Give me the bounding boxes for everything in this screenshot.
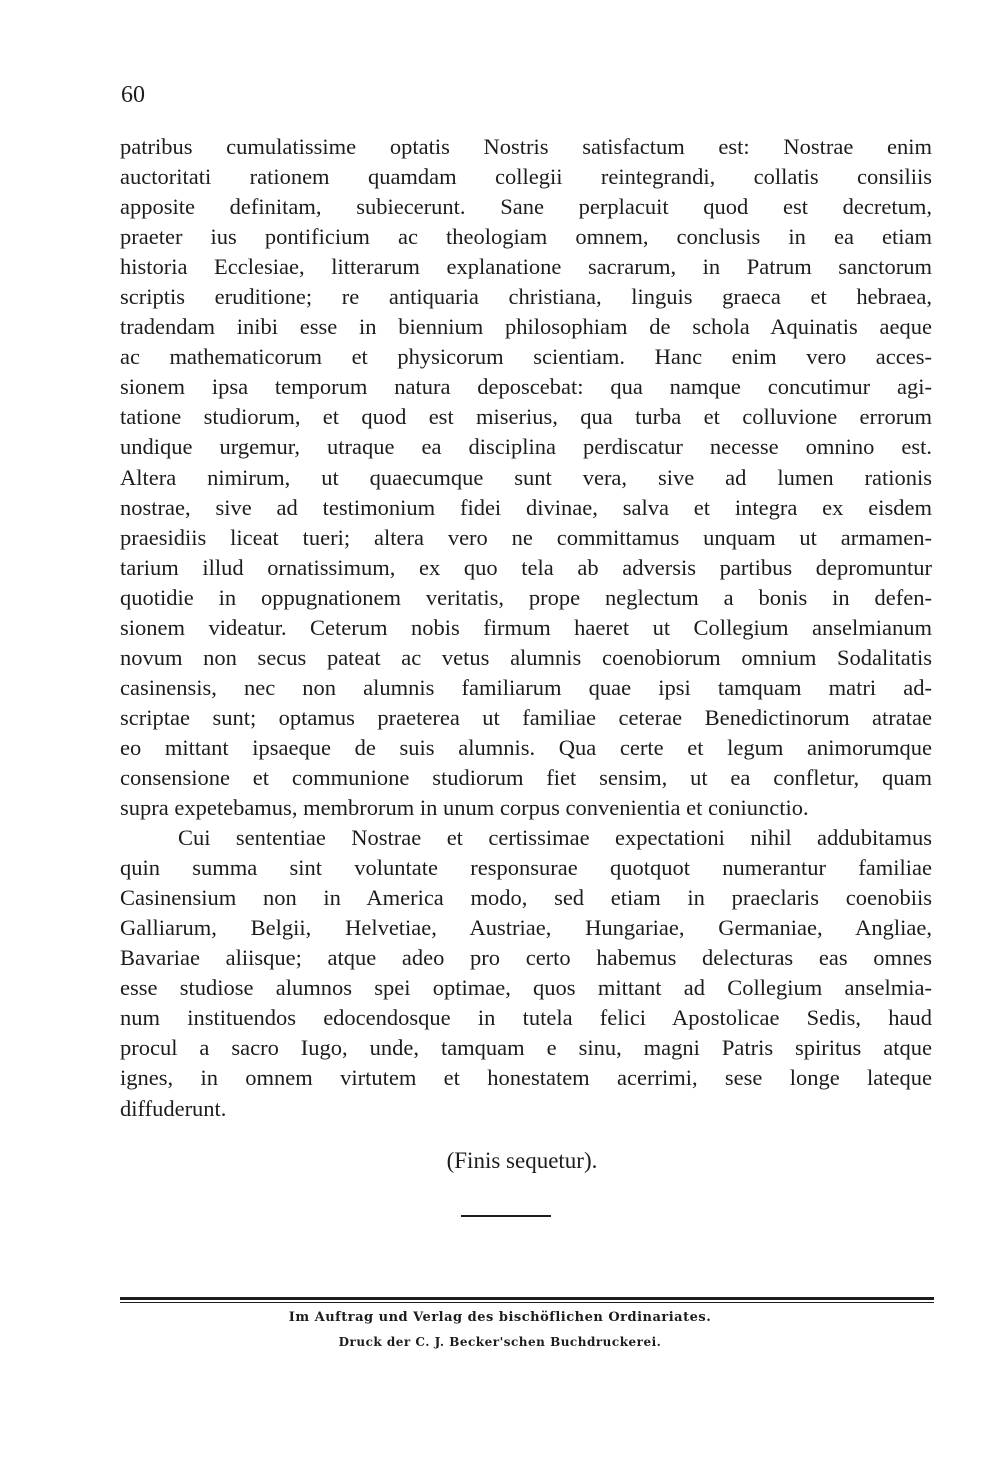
text-line: eo mittant ipsaeque de suis alumnis. Qua certe et legum animorumque — [120, 734, 932, 760]
text-line: novum non secus pateat ac vetus alumnis coenobiorum omnium Sodalitatis — [120, 644, 932, 670]
section-divider — [461, 1215, 551, 1217]
text-line: tatione studiorum, et quod est miserius, qua turba et colluvione errorum — [120, 404, 932, 430]
imprint-printer: Druck der C. J. Becker'schen Buchdruckerei. — [338, 1335, 662, 1349]
text-line: patribus cumulatissime optatis Nostris satisfactum est: Nostrae enim — [120, 134, 932, 159]
text-line: Altera nimirum, ut quaecumque sunt vera, sive ad lumen rationis — [120, 464, 932, 490]
text-line: ignes, in omnem virtutem et honestatem acerrimi, sese longe lateque — [120, 1065, 932, 1091]
text-line: nostrae, sive ad testimonium fidei divinae, salva et integra ex eisdem — [120, 494, 932, 520]
text-line: Bavariae aliisque; atque adeo pro certo habemus delecturas eas omnes — [120, 945, 932, 971]
text-line: apposite definitam, subiecerunt. Sane perplacuit quod est decretum, — [120, 194, 932, 220]
footer-rule-thin — [120, 1302, 934, 1303]
imprint-publisher: Im Auftrag und Verlag des bischöflichen Ordinariates. — [288, 1310, 712, 1325]
text-line: num instituendos edocendosque in tutela felici Apostolicae Sedis, haud — [120, 1005, 932, 1031]
text-line: Cui sententiae Nostrae et certissimae expectationi nihil addubitamus — [178, 825, 932, 851]
text-line: procul a sacro Iugo, unde, tamquam e sinu, magni Patris spiritus atque — [120, 1035, 932, 1061]
text-line: praesidiis liceat tueri; altera vero ne committamus unquam ut armamen- — [120, 524, 932, 550]
finis-note: (Finis sequetur). — [446, 1148, 598, 1173]
text-line: sionem ipsa temporum natura deposcebat: qua namque concutimur agi- — [120, 374, 932, 400]
text-line: ac mathematicorum et physicorum scientiam. Hanc enim vero acces- — [120, 344, 932, 370]
text-line: consensione et communione studiorum fiet sensim, ut ea confletur, quam — [120, 764, 932, 790]
footer-rule-thick — [120, 1297, 934, 1300]
text-line: sionem videatur. Ceterum nobis firmum haeret ut Collegium anselmianum — [120, 614, 932, 640]
text-line: scriptae sunt; optamus praeterea ut familiae ceterae Benedictinorum atratae — [120, 704, 932, 730]
text-line: praeter ius pontificium ac theologiam omnem, conclusis in ea etiam — [120, 224, 932, 250]
text-line: tarium illud ornatissimum, ex quo tela ab adversis partibus depromuntur — [120, 554, 932, 580]
text-line: historia Ecclesiae, litterarum explanatione sacrarum, in Patrum sanctorum — [120, 254, 932, 280]
text-line: quin summa sint voluntate responsurae quotquot numerantur familiae — [120, 855, 932, 881]
text-line: undique urgemur, utraque ea disciplina perdiscatur necesse omnino est. — [120, 434, 932, 460]
finis-note-wrapper — [0, 1146, 1000, 1176]
text-line: tradendam inibi esse in biennium philosophiam de schola Aquinatis aeque — [120, 314, 932, 340]
body-text — [120, 132, 932, 1124]
page-number: 60 — [121, 82, 145, 108]
text-line: Galliarum, Belgii, Helvetiae, Austriae, Hungariae, Germaniae, Angliae, — [120, 915, 932, 941]
text-line: esse studiose alumnos spei optimae, quos mittant ad Collegium anselmia- — [120, 975, 932, 1001]
text-line: diffuderunt. — [120, 1095, 227, 1121]
text-line: casinensis, nec non alumnis familiarum quae ipsi tamquam matri ad- — [120, 674, 932, 700]
text-line: supra expetebamus, membrorum in unum corpus convenientia et coniunctio. — [120, 795, 809, 821]
text-line: Casinensium non in America modo, sed etiam in praeclaris coenobiis — [120, 885, 932, 911]
text-line: quotidie in oppugnationem veritatis, prope neglectum a bonis in defen- — [120, 584, 932, 610]
text-line: auctoritati rationem quamdam collegii reintegrandi, collatis consiliis — [120, 164, 932, 190]
text-line: scriptis eruditione; re antiquaria christiana, linguis graeca et hebraea, — [120, 284, 932, 310]
